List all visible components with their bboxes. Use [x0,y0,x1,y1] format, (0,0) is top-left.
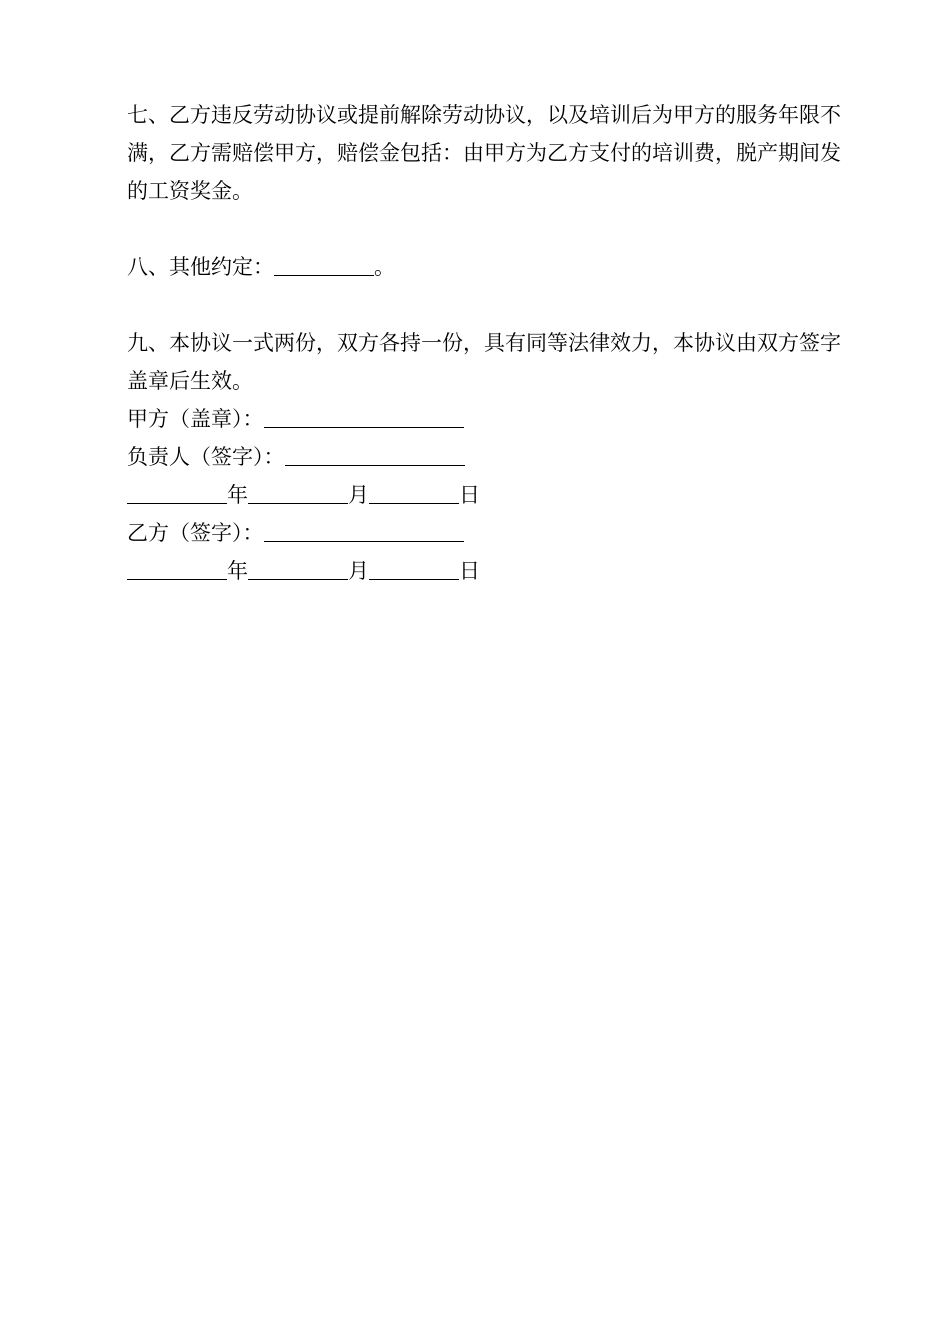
month-label: 月 [348,483,369,507]
clause-8 [127,248,842,286]
clause-7: 七、乙方违反劳动协议或提前解除劳动协议，以及培训后为甲方的服务年限不满，乙方需赔偿甲方，赔偿金包括：由甲方为乙方支付的培训费，脱产期间发的工资奖金。 [127,103,841,203]
year-label: 年 [227,483,248,507]
clause-9: 九、本协议一式两份，双方各持一份，具有同等法律效力，本协议由双方签字盖章后生效。 [127,331,841,393]
party-a-signature-line [127,400,842,438]
party-b-month-blank[interactable] [248,557,348,580]
clause-8-suffix: 。 [374,255,395,279]
party-b-day-blank[interactable] [369,557,459,580]
party-a-day-blank[interactable] [369,481,459,504]
responsible-signature-line [127,438,842,476]
year-label: 年 [227,559,248,583]
month-label: 月 [348,559,369,583]
party-a-label: 甲方（盖章）： [127,407,264,431]
clause-8-label: 八、其他约定： [127,255,274,279]
responsible-label: 负责人（签字）： [127,445,285,469]
clause-8-blank[interactable] [274,253,374,276]
day-label: 日 [459,483,480,507]
day-label: 日 [459,559,480,583]
spacer [127,210,842,248]
party-b-date-line [127,552,842,590]
party-b-label: 乙方（签字）： [127,521,264,545]
party-b-signature-line [127,514,842,552]
party-b-signature-blank[interactable] [264,519,464,542]
party-a-month-blank[interactable] [248,481,348,504]
spacer [127,286,842,324]
responsible-signature-blank[interactable] [285,443,465,466]
party-a-year-blank[interactable] [127,481,227,504]
document-page [127,96,842,590]
party-b-year-blank[interactable] [127,557,227,580]
party-a-seal-blank[interactable] [264,405,464,428]
party-a-date-line [127,476,842,514]
